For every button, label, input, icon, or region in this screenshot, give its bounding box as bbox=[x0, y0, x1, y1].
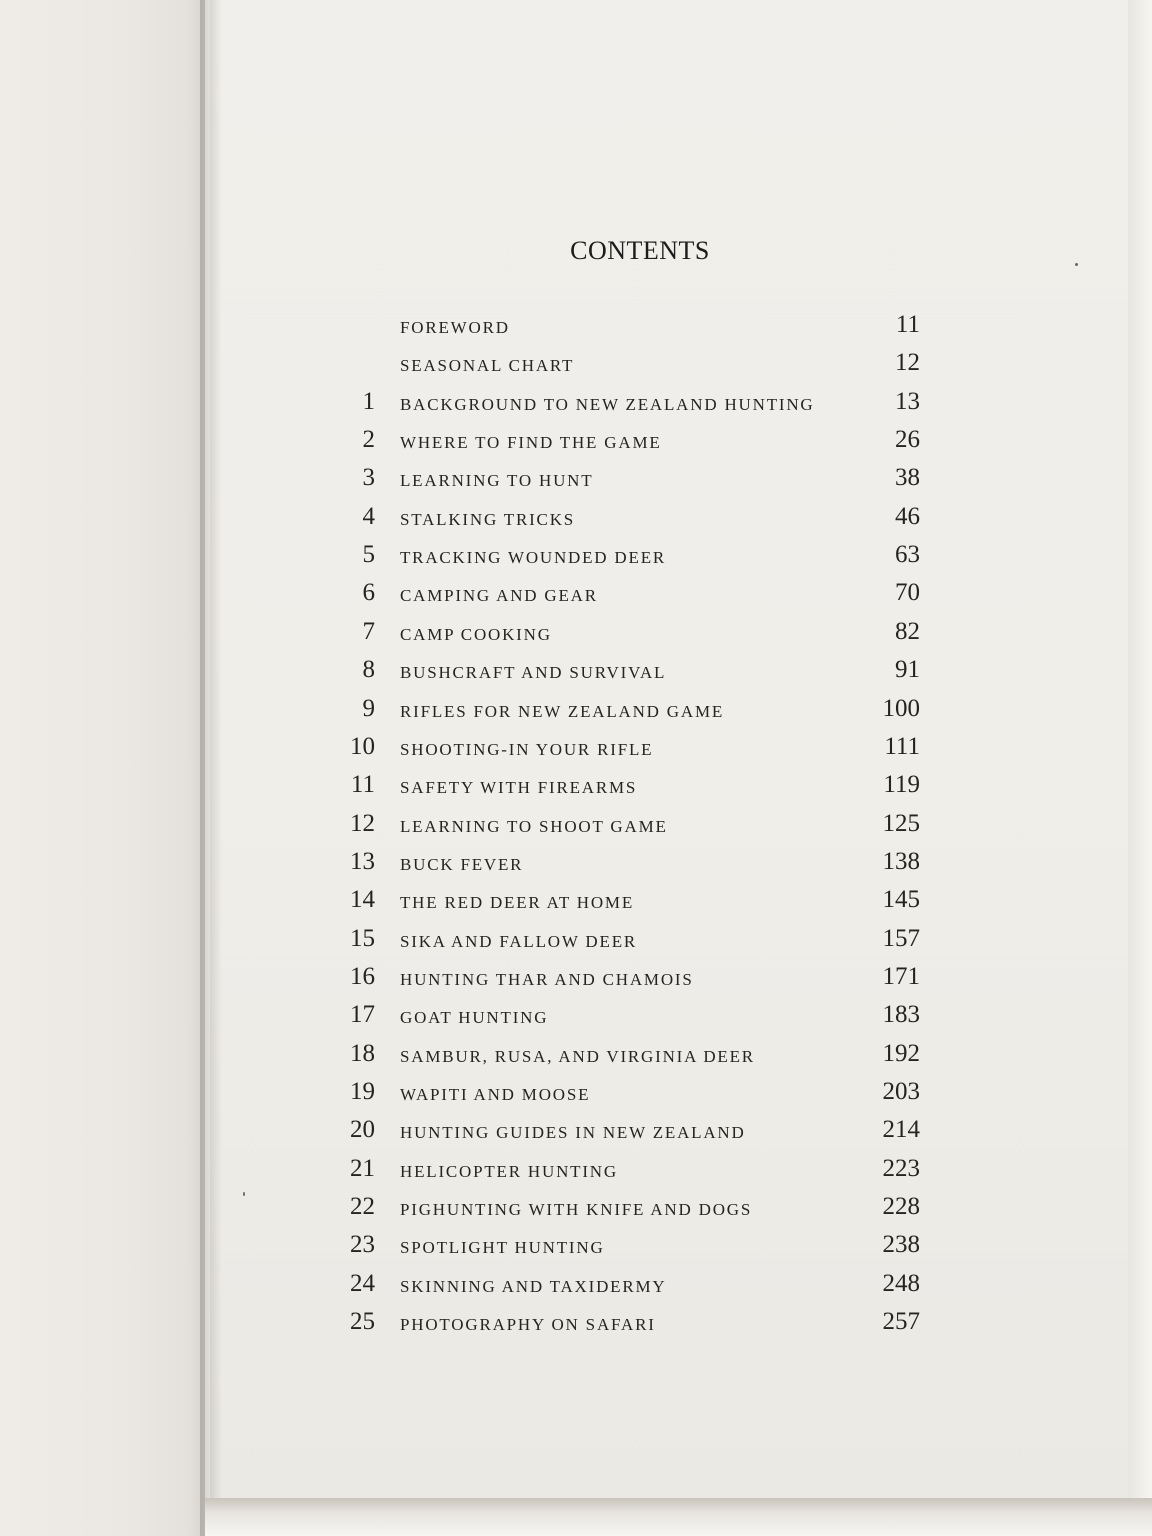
page-edge bbox=[1128, 0, 1152, 1500]
chapter-number: 15 bbox=[350, 924, 375, 952]
chapter-title: WHERE TO FIND THE GAME bbox=[400, 433, 662, 453]
page-number: 203 bbox=[882, 1078, 920, 1105]
toc-entry bbox=[340, 773, 940, 803]
chapter-number: 5 bbox=[362, 541, 375, 569]
chapter-title: SHOOTING-IN YOUR RIFLE bbox=[400, 739, 654, 759]
chapter-title: BUCK FEVER bbox=[400, 854, 524, 874]
chapter-number: 2 bbox=[362, 426, 375, 454]
chapter-title: SKINNING AND TAXIDERMY bbox=[400, 1276, 667, 1296]
chapter-title: SEASONAL CHART bbox=[400, 356, 575, 376]
chapter-title: BUSHCRAFT AND SURVIVAL bbox=[400, 663, 667, 683]
chapter-number: 20 bbox=[350, 1116, 375, 1144]
toc-entry bbox=[340, 1233, 940, 1263]
toc-entry bbox=[340, 732, 940, 765]
page-bottom-edge bbox=[205, 1498, 1152, 1536]
toc-entry bbox=[340, 962, 940, 995]
chapter-number: 17 bbox=[350, 1001, 375, 1029]
chapter-number: 14 bbox=[350, 886, 375, 914]
page-number: 91 bbox=[895, 656, 920, 684]
page-number: 157 bbox=[882, 924, 920, 952]
chapter-number: 12 bbox=[350, 809, 375, 837]
page-number: 12 bbox=[895, 349, 920, 377]
chapter-title: HELICOPTER HUNTING bbox=[400, 1161, 618, 1181]
toc-entry bbox=[340, 1039, 940, 1072]
toc-entry bbox=[340, 1269, 940, 1302]
chapter-number: 24 bbox=[350, 1269, 375, 1297]
chapter-title: SAFETY WITH FIREARMS bbox=[400, 778, 638, 798]
chapter-number: 10 bbox=[350, 732, 375, 760]
chapter-number: 11 bbox=[350, 771, 375, 799]
chapter-title: RIFLES FOR NEW ZEALAND GAME bbox=[400, 701, 725, 721]
contents-title: CONTENTS bbox=[570, 236, 710, 265]
left-page bbox=[0, 0, 205, 1536]
page-number: 26 bbox=[895, 426, 920, 454]
chapter-number: 19 bbox=[350, 1078, 375, 1105]
page-number: 70 bbox=[895, 579, 920, 607]
page-number: 192 bbox=[882, 1039, 920, 1067]
toc-entry bbox=[340, 466, 940, 496]
page-number: 223 bbox=[882, 1154, 920, 1182]
page-number: 248 bbox=[882, 1269, 920, 1297]
toc-entry bbox=[340, 1080, 940, 1110]
chapter-number: 1 bbox=[362, 387, 375, 415]
page-number: 111 bbox=[884, 732, 920, 760]
toc-entry bbox=[340, 351, 940, 381]
chapter-title: STALKING TRICKS bbox=[400, 509, 576, 529]
chapter-number: 9 bbox=[362, 694, 375, 722]
page-number: 11 bbox=[895, 311, 920, 338]
page-number: 119 bbox=[883, 771, 920, 799]
chapter-title: GOAT HUNTING bbox=[400, 1008, 549, 1028]
toc-entry bbox=[340, 387, 940, 420]
chapter-title: TRACKING WOUNDED DEER bbox=[400, 548, 667, 568]
chapter-number: 3 bbox=[362, 464, 375, 492]
page-number: 228 bbox=[882, 1193, 920, 1221]
toc-entry bbox=[340, 924, 940, 957]
toc-entry bbox=[340, 502, 940, 535]
page-number: 257 bbox=[882, 1308, 920, 1336]
paper-speck bbox=[243, 1192, 245, 1196]
chapter-title: PHOTOGRAPHY ON SAFARI bbox=[400, 1315, 656, 1335]
toc-entry bbox=[340, 313, 940, 343]
chapter-title: SAMBUR, RUSA, AND VIRGINIA DEER bbox=[400, 1046, 755, 1066]
toc-entry bbox=[340, 809, 940, 842]
chapter-number: 18 bbox=[350, 1039, 375, 1067]
chapter-title: SIKA AND FALLOW DEER bbox=[400, 931, 638, 951]
chapter-title: CAMP COOKING bbox=[400, 624, 552, 644]
chapter-title: WAPITI AND MOOSE bbox=[400, 1085, 591, 1104]
page-number: 82 bbox=[895, 617, 920, 645]
chapter-number: 16 bbox=[350, 962, 375, 990]
chapter-number: 21 bbox=[350, 1154, 375, 1182]
toc-entry bbox=[340, 617, 940, 650]
chapter-title: LEARNING TO HUNT bbox=[400, 471, 594, 491]
toc-entry bbox=[340, 1003, 940, 1033]
chapter-number: 13 bbox=[350, 847, 375, 875]
toc-entry bbox=[340, 658, 940, 688]
toc-entry bbox=[340, 543, 940, 573]
page-number: 63 bbox=[895, 541, 920, 569]
chapter-title: HUNTING GUIDES IN NEW ZEALAND bbox=[400, 1123, 746, 1143]
chapter-title: BACKGROUND TO NEW ZEALAND HUNTING bbox=[400, 394, 815, 414]
chapter-number: 23 bbox=[350, 1231, 375, 1259]
page-number: 46 bbox=[895, 502, 920, 530]
chapter-title: CAMPING AND GEAR bbox=[400, 586, 598, 606]
toc-entry bbox=[340, 428, 940, 458]
chapter-number: 6 bbox=[362, 579, 375, 607]
page-number: 171 bbox=[882, 962, 920, 990]
toc-entry bbox=[340, 847, 940, 880]
toc-entry bbox=[340, 1195, 940, 1225]
toc-entry bbox=[340, 694, 940, 727]
toc-entry bbox=[340, 1154, 940, 1187]
page-number: 13 bbox=[895, 387, 920, 415]
toc-entry bbox=[340, 888, 940, 918]
chapter-number: 25 bbox=[350, 1308, 375, 1336]
page-number: 183 bbox=[882, 1001, 920, 1029]
chapter-title: HUNTING THAR AND CHAMOIS bbox=[400, 969, 694, 989]
toc-entry bbox=[340, 1118, 940, 1148]
paper-speck bbox=[1075, 263, 1078, 266]
chapter-number: 22 bbox=[350, 1193, 375, 1221]
chapter-title: PIGHUNTING WITH KNIFE AND DOGS bbox=[400, 1200, 753, 1220]
chapter-title: SPOTLIGHT HUNTING bbox=[400, 1238, 605, 1258]
toc-entry bbox=[340, 581, 940, 611]
chapter-number: 8 bbox=[362, 656, 375, 684]
page-number: 125 bbox=[882, 809, 920, 837]
page-number: 214 bbox=[882, 1116, 920, 1144]
chapter-number: 4 bbox=[362, 502, 375, 530]
gutter-shadow bbox=[200, 0, 222, 1536]
chapter-title: LEARNING TO SHOOT GAME bbox=[400, 816, 668, 836]
page-number: 38 bbox=[895, 464, 920, 492]
page-number: 238 bbox=[882, 1231, 920, 1259]
page-number: 138 bbox=[882, 847, 920, 875]
chapter-title: FOREWORD bbox=[400, 318, 510, 337]
chapter-number: 7 bbox=[362, 617, 375, 645]
page-number: 100 bbox=[882, 694, 920, 722]
chapter-title: THE RED DEER AT HOME bbox=[400, 893, 635, 913]
toc-entry bbox=[340, 1310, 940, 1340]
page-number: 145 bbox=[882, 886, 920, 914]
